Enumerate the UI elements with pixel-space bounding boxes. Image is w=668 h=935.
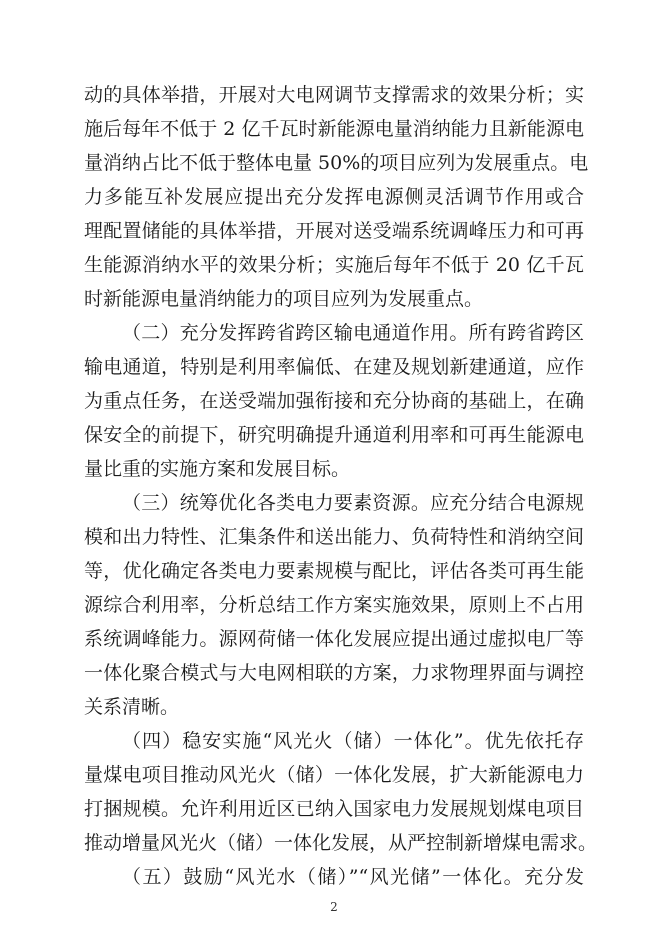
text-line-14: 模和出力特性、汇集条件和送出能力、负荷特性和消纳空间 <box>84 526 584 548</box>
text-line-8: （二）充分发挥跨省跨区输电通道作用。所有跨省跨区 <box>122 322 584 344</box>
text-line-15: 等，优化确定各类电力要素规模与配比，评估各类可再生能 <box>84 560 584 582</box>
text-line-9: 输电通道，特别是利用率偏低、在建及规划新建通道，应作 <box>84 356 584 378</box>
text-line-10: 为重点任务，在送受端加强衔接和充分协商的基础上，在确 <box>84 390 584 412</box>
text-line-6: 生能源消纳水平的效果分析；实施后每年不低于 20 亿千瓦 <box>84 254 584 276</box>
text-line-12: 量比重的实施方案和发展目标。 <box>84 458 351 480</box>
text-line-5: 理配置储能的具体举措，开展对送受端系统调峰压力和可再 <box>84 220 584 242</box>
text-line-21: 量煤电项目推动风光火（储）一体化发展，扩大新能源电力 <box>84 764 584 786</box>
text-line-22: 打捆规模。允许利用近区已纳入国家电力发展规划煤电项目 <box>84 798 584 820</box>
text-line-24: （五）鼓励“风光水（储）”“风光储”一体化。充分发 <box>122 866 584 888</box>
text-line-18: 一体化聚合模式与大电网相联的方案，力求物理界面与调控 <box>84 662 584 684</box>
text-line-4: 力多能互补发展应提出充分发挥电源侧灵活调节作用或合 <box>84 186 584 208</box>
text-line-13: （三）统筹优化各类电力要素资源。应充分结合电源规 <box>122 492 584 514</box>
text-line-23: 推动增量风光火（储）一体化发展，从严控制新增煤电需求。 <box>84 832 598 854</box>
text-line-7: 时新能源电量消纳能力的项目应列为发展重点。 <box>84 288 484 310</box>
text-line-19: 关系清晰。 <box>84 696 180 718</box>
text-line-16: 源综合利用率，分析总结工作方案实施效果，原则上不占用 <box>84 594 584 616</box>
text-line-1: 动的具体举措，开展对大电网调节支撑需求的效果分析；实 <box>84 84 584 106</box>
text-line-3: 量消纳占比不低于整体电量 50%的项目应列为发展重点。电 <box>84 152 589 174</box>
text-line-11: 保安全的前提下，研究明确提升通道利用率和可再生能源电 <box>84 424 584 446</box>
text-line-2: 施后每年不低于 2 亿千瓦时新能源电量消纳能力且新能源电 <box>84 118 584 140</box>
page-number: 2 <box>330 900 338 914</box>
text-line-17: 系统调峰能力。源网荷储一体化发展应提出通过虚拟电厂等 <box>84 628 584 650</box>
text-line-20: （四）稳安实施“风光火（储）一体化”。优先依托存 <box>122 730 584 752</box>
